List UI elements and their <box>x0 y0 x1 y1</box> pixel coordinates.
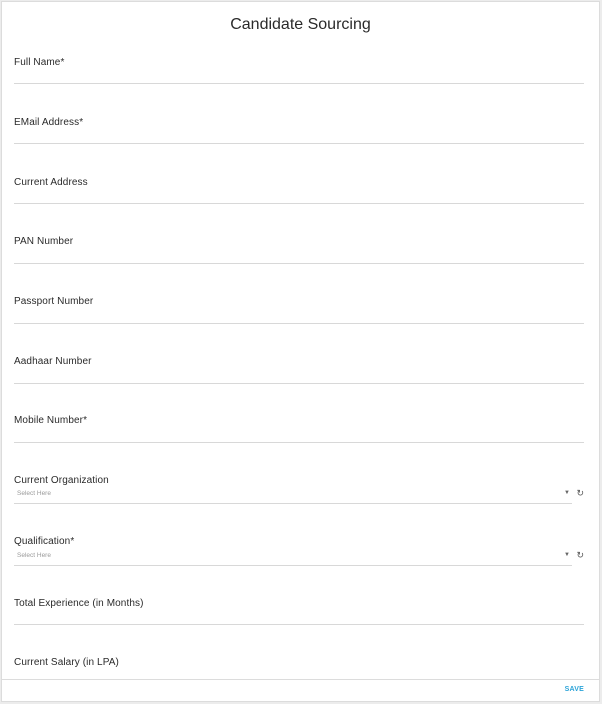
current-address-underline <box>14 203 584 204</box>
full-name-field <box>14 57 584 68</box>
mobile-field <box>14 415 584 426</box>
save-button[interactable]: SAVE <box>564 686 584 693</box>
mobile-underline <box>14 442 584 443</box>
experience-label: Total Experience (in Months) <box>14 598 144 609</box>
passport-underline <box>14 323 584 324</box>
candidate-sourcing-form <box>1 1 600 702</box>
aadhaar-label: Aadhaar Number <box>14 356 92 367</box>
experience-underline <box>14 624 584 625</box>
mobile-label: Mobile Number* <box>14 415 88 426</box>
footer-divider <box>2 679 599 680</box>
passport-label: Passport Number <box>14 296 94 307</box>
current-org-field <box>14 475 584 498</box>
email-label: EMail Address* <box>14 117 84 128</box>
salary-label: Current Salary (in LPA) <box>14 657 119 668</box>
current-org-label: Current Organization <box>14 475 109 486</box>
pan-underline <box>14 263 584 264</box>
refresh-icon[interactable]: ↻ <box>576 550 584 560</box>
current-address-input[interactable] <box>14 186 584 204</box>
qualification-label: Qualification* <box>14 536 75 547</box>
passport-field <box>14 296 584 307</box>
aadhaar-field <box>14 356 584 367</box>
qualification-underline <box>14 565 572 566</box>
pan-input[interactable] <box>14 245 584 263</box>
full-name-input[interactable] <box>14 66 584 84</box>
current-org-underline <box>14 503 572 504</box>
current-address-label: Current Address <box>14 177 88 188</box>
experience-field <box>14 598 584 609</box>
passport-input[interactable] <box>14 305 584 323</box>
qualification-select[interactable] <box>14 550 584 564</box>
email-field <box>14 117 584 128</box>
aadhaar-underline <box>14 383 584 384</box>
qualification-field <box>14 536 584 560</box>
salary-field <box>14 657 584 668</box>
form-title: Candidate Sourcing <box>230 16 371 33</box>
pan-label: PAN Number <box>14 236 74 247</box>
current-org-select[interactable] <box>14 488 584 502</box>
caret-down-icon[interactable]: ▼ <box>564 490 570 496</box>
full-name-label: Full Name* <box>14 57 65 68</box>
pan-field <box>14 236 584 247</box>
current-address-field <box>14 177 584 188</box>
full-name-underline <box>14 83 584 84</box>
mobile-input[interactable] <box>14 424 584 442</box>
caret-down-icon[interactable]: ▼ <box>564 552 570 558</box>
email-input[interactable] <box>14 126 584 144</box>
aadhaar-input[interactable] <box>14 365 584 383</box>
qualification-placeholder: Select Here <box>17 552 51 559</box>
current-org-placeholder: Select Here <box>17 490 51 497</box>
experience-input[interactable] <box>14 607 584 625</box>
email-underline <box>14 143 584 144</box>
refresh-icon[interactable]: ↻ <box>576 488 584 498</box>
